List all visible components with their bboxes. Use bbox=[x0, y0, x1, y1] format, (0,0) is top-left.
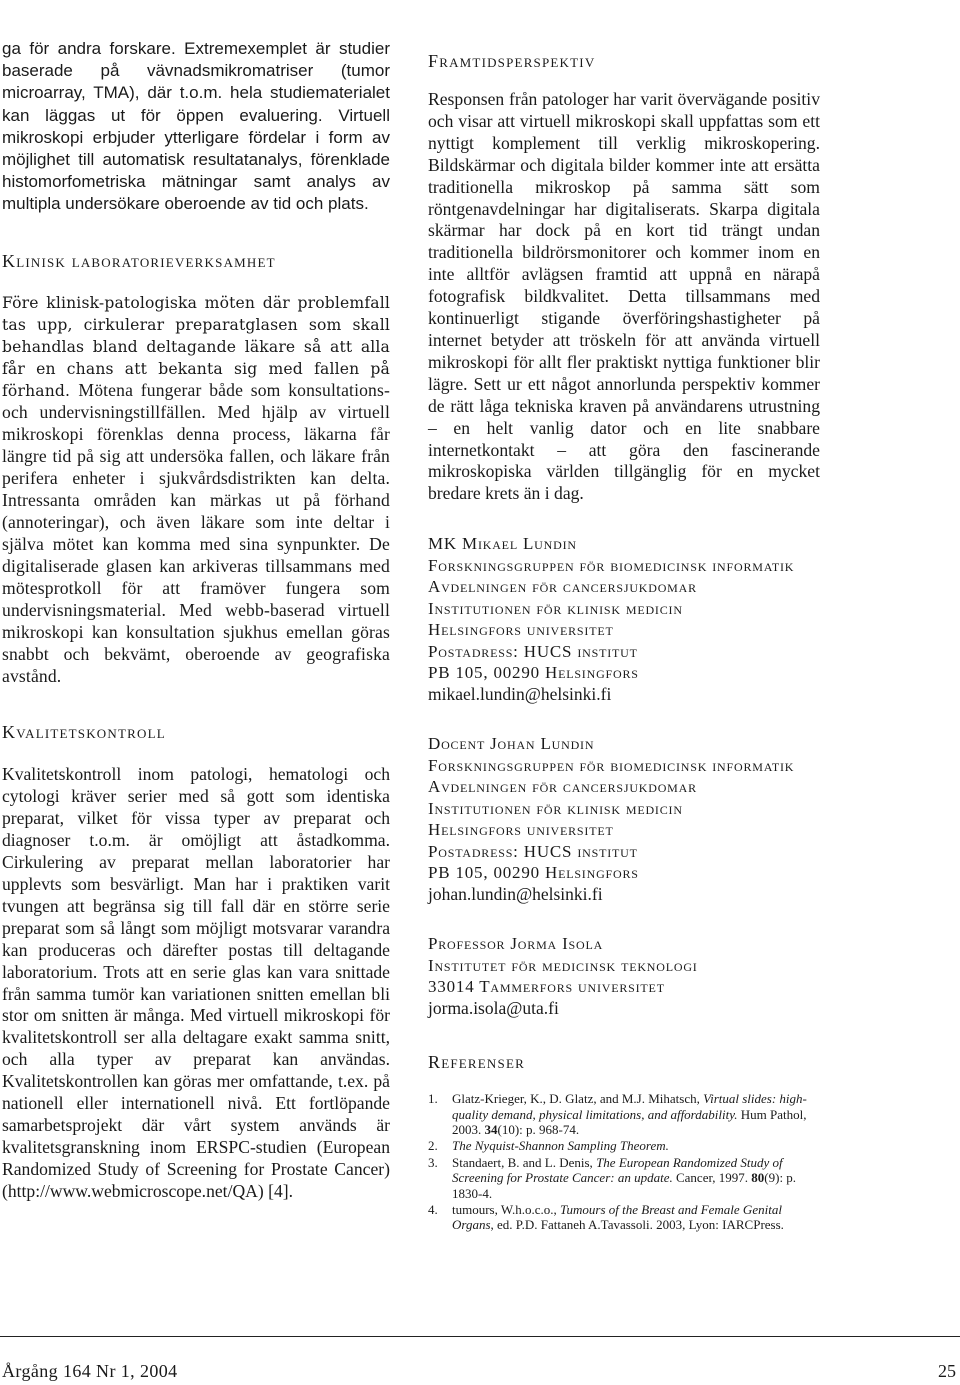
author-affiliation-line: PB 105, 00290 Helsingfors bbox=[428, 863, 639, 883]
reference-source: , ed. P.D. Fattaneh A.Tavassoli. 2003, Lyon: IARCPress. bbox=[490, 1217, 784, 1233]
author-affiliation-line: Institutionen för klinisk medicin bbox=[428, 798, 683, 818]
author-affiliation-line: Helsingfors universitet bbox=[428, 620, 614, 640]
author-block bbox=[428, 533, 820, 705]
author-affiliations bbox=[428, 533, 820, 1019]
reference-authors: tumours, W.h.o.c.o., bbox=[452, 1202, 560, 1218]
author-affiliation-line: 33014 Tammerfors universitet bbox=[428, 977, 665, 997]
author-name: Professor Jorma Isola bbox=[428, 934, 604, 954]
reference-number: 2. bbox=[428, 1138, 438, 1154]
reference-title: Virtual slides: high-quality demand, physical limitations, and affordability. bbox=[452, 1091, 807, 1122]
reference-pages: (10): p. 968-74. bbox=[497, 1122, 580, 1138]
right-column bbox=[428, 38, 820, 1234]
reference-item bbox=[428, 1155, 820, 1201]
reference-title: The European Randomized Study of Screening for Prostate Cancer: an update. bbox=[452, 1154, 783, 1186]
author-affiliation-line: PB 105, 00290 Helsingfors bbox=[428, 663, 639, 683]
reference-source: Hum Pathol, 2003. bbox=[452, 1106, 807, 1138]
page-number: 25 bbox=[938, 1361, 956, 1381]
author-block bbox=[428, 933, 820, 1019]
author-affiliation-line: Forskningsgruppen för biomedicinsk informatik bbox=[428, 555, 795, 575]
author-affiliation-line: Helsingfors universitet bbox=[428, 820, 614, 840]
heading-klinisk-laboratorieverksamhet: Klinisk laboratorieverksamhet bbox=[2, 250, 276, 271]
reference-volume: 80 bbox=[751, 1170, 765, 1186]
reference-title: Tumours of the Breast and Female Genital Organs bbox=[452, 1202, 782, 1233]
author-affiliation-line: Avdelningen för cancersjukdomar bbox=[428, 777, 697, 797]
author-affiliation-line: Avdelningen för cancersjukdomar bbox=[428, 577, 697, 597]
author-affiliation-line: Postadress: HUCS institut bbox=[428, 841, 638, 861]
kvalitetskontroll-paragraph: Kvalitetskontroll inom patologi, hematologi och cytologi kräver serier med så gott som identiska preparat, vilket för vissa typer av preparat och diagnoser t.o.m. är omöjligt att åstadkomma. Cirkulering av preparat mellan laboratorier har upplevts som besvärligt. Man har i praktiken varit tvungen att begränsa sig till fall där en större serie preparat som så långt som möjligt motsvarar varandra kan produceras och därefter postas till deltagande laboratorium. Trots att en serie glas kan vara snittade från samma tumör kan variationen snitten emellan bli stor om snitten är många. Med virtuell mikroskopi för kvalitetskontroll ser alla deltagare exakt samma snitt, och alla typer av preparat kan användas. Kvalitetskontrollen kan göras mer omfattande, t.ex. på nationell eller internationell nivå. Ett fortlöpande samarbetsprojekt där vårt system används är kvalitetsgranskning inom ERSPC-studien (European Randomized Study of Screening for Prostate Cancer) (http://www.webmicroscope.net/QA) [4]. bbox=[2, 764, 390, 1201]
reference-authors: Standaert, B. and L. Denis, bbox=[452, 1154, 597, 1170]
author-affiliation-line: Institutet för medicinsk teknologi bbox=[428, 955, 698, 975]
reference-item bbox=[428, 1138, 820, 1153]
reference-item bbox=[428, 1091, 820, 1137]
heading-referenser: Referenser bbox=[428, 1052, 525, 1073]
author-email-link[interactable]: johan.lundin@helsinki.fi bbox=[428, 883, 603, 904]
klinisk-text-1: Före klinisk-patologiska möten där problemfall tas upp, cirkulerar preparatglasen som skall behandlas bland deltagande läkare så att alla får en chans att bekanta sig med fallen på förhand. bbox=[2, 293, 390, 400]
klinisk-text-2: Mötena fungerar både som konsultations- och undervisningstillfällen. Med hjälp av virtuell mikroskopi förenklas denna process, läkarna får längre tid på sig att undersöka fallen, och läkare från perifera enheter i sjukvårdsdistrikten kan delta. Intressanta områden kan märkas ut på förhand (annoteringar), och även läkare som inte deltar i själva mötet kan komma med sina synpunkter. De digitaliserade glasen kan arkiveras tillsammans med mötesprotkoll för att framöver fungera som undervisningsmaterial. Med webb-baserad virtuell mikroskopi kan konsultation sjukhus emellan göras snabbt och bekvämt, oberoende av geografiska avstånd. bbox=[2, 379, 391, 687]
reference-number: 3. bbox=[428, 1154, 438, 1170]
framtidsperspektiv-paragraph: Responsen från patologer har varit övervägande positiv och visar att virtuell mikroskopi skall uppfattas som ett nyttigt komplement till verklig mikroskopering. Bildskärmar och digitala bilder kommer inte att ersätta traditionella mikroskop på samma sätt som röntgenavdelningar har digitaliserats. Skarpa digitala skärmar har dock på en kort tid trängt undan traditionella bildrörsmonitorer och kommer inom en inte alltför avlägsen framtid att uppnå en närapå fotografisk bildkvalitet. Detta tillsammans med kontinuerligt stigande överföringshastigheter på internet betyder att tröskeln för att använda virtuell mikroskopi för allt fler praktiskt nyttiga funktioner blir lägre. Sett ur ett något annorlunda perspektiv kommer de rätt låga tekniska kraven på användarens utrustning – en helt vanlig dator och en lite snabbare internetkontakt – att göra den fascinerande mikroskopiska världen tillgänglig för en mycket bredare krets än i dag. bbox=[428, 89, 820, 504]
footer-issue: Årgång 164 Nr 1, 2004 bbox=[2, 1361, 178, 1381]
reference-title: The Nyquist-Shannon Sampling Theorem. bbox=[452, 1138, 669, 1154]
heading-framtidsperspektiv: Framtidsperspektiv bbox=[428, 51, 596, 71]
author-affiliation-line: Institutionen för klinisk medicin bbox=[428, 598, 683, 618]
author-email-link[interactable]: mikael.lundin@helsinki.fi bbox=[428, 683, 612, 704]
author-affiliation-line: Forskningsgruppen för biomedicinsk informatik bbox=[428, 755, 795, 775]
reference-authors: Glatz-Krieger, K., D. Glatz, and M.J. Mihatsch, bbox=[452, 1091, 704, 1107]
author-email-link[interactable]: jorma.isola@uta.fi bbox=[428, 997, 559, 1018]
reference-volume: 34 bbox=[484, 1122, 498, 1138]
reference-item bbox=[428, 1202, 820, 1233]
author-name: MK Mikael Lundin bbox=[428, 534, 577, 554]
heading-kvalitetskontroll: Kvalitetskontroll bbox=[2, 722, 166, 743]
author-affiliation-line: Postadress: HUCS institut bbox=[428, 641, 638, 661]
intro-paragraph: ga för andra forskare. Extremexemplet är studier baserade på vävnadsmikromatriser (tumor microarray, TMA), där t.o.m. hela studiematerialet kan läggas ut för öppen evaluering. Virtuell mikroskopi erbjuder ytterligare fördelar i form av möjlighet till automatisk resultatanalys, förenklade histomorfometriska mätningar samt analys av multipla undersökare oberoende av tid och plats. bbox=[2, 39, 390, 214]
footer-rule bbox=[0, 1336, 960, 1337]
reference-source: Cancer, 1997. bbox=[672, 1170, 752, 1186]
left-column bbox=[2, 38, 390, 1203]
reference-list bbox=[428, 1091, 820, 1233]
author-name: Docent Johan Lundin bbox=[428, 734, 595, 754]
klinisk-paragraph-1 bbox=[2, 292, 390, 689]
author-block bbox=[428, 733, 820, 905]
reference-pages: (9): p. 1830-4. bbox=[452, 1170, 797, 1201]
reference-number: 4. bbox=[428, 1202, 438, 1218]
reference-number: 1. bbox=[428, 1091, 438, 1107]
